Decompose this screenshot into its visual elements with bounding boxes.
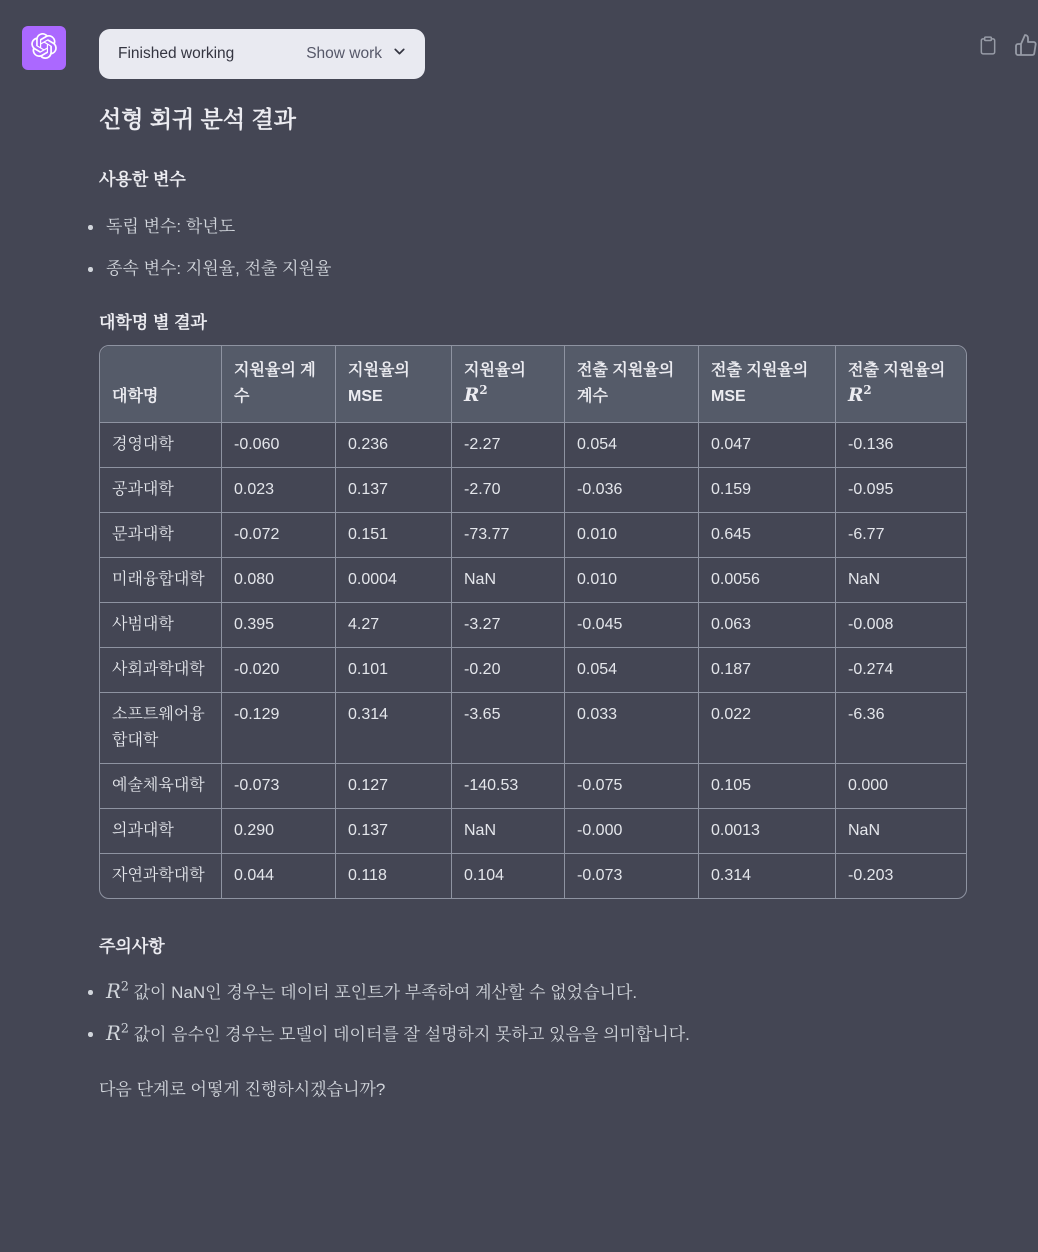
value-cell: 0.137 (336, 809, 452, 854)
row-name-cell: 문과대학 (100, 513, 222, 558)
row-name-cell: 경영대학 (100, 423, 222, 468)
column-header: 전출 지원율의 계수 (565, 346, 699, 423)
row-name-cell: 사범대학 (100, 603, 222, 648)
column-header: 전출 지원율의 $R^2$ (836, 346, 966, 423)
r-squared-math: $R^2$ (106, 1020, 129, 1045)
value-cell: -0.203 (848, 867, 894, 884)
value-cell: -3.27 (452, 603, 565, 648)
variables-list (99, 214, 965, 282)
value-cell: 0.080 (222, 558, 336, 603)
thumbs-up-icon (1014, 45, 1038, 60)
value-cell: -0.073 (565, 854, 699, 898)
column-header: 지원율의 계수 (222, 346, 336, 423)
value-cell: NaN (836, 558, 966, 603)
value-cell: 0.187 (699, 648, 836, 693)
value-cell: -0.072 (222, 513, 336, 558)
value-cell: -0.036 (565, 468, 699, 513)
r-squared-math: $R^2$ (848, 382, 872, 406)
value-cell: -140.53 (452, 764, 565, 809)
row-name-cell: 소프트웨어융합대학 (100, 693, 222, 764)
value-cell: -3.65 (452, 693, 565, 764)
closing-question: 다음 단계로 어떻게 진행하시겠습니까? (99, 1080, 386, 1099)
status-label: Finished working (118, 45, 235, 62)
row-name-cell: 공과대학 (100, 468, 222, 513)
row-name-cell: 예술체육대학 (100, 764, 222, 809)
row-name-cell: 사회과학대학 (100, 648, 222, 693)
value-cell: -0.045 (565, 603, 699, 648)
column-header: 지원율의 $R^2$ (452, 346, 565, 423)
value-cell: 0.118 (336, 854, 452, 898)
results-table-wrapper (99, 345, 965, 899)
row-name-cell: 미래융합대학 (100, 558, 222, 603)
table-row (100, 603, 966, 648)
value-cell: -6.77 (836, 513, 966, 558)
value-cell: 0.395 (222, 603, 336, 648)
value-cell: 0.033 (565, 693, 699, 764)
value-cell: 0.054 (565, 648, 699, 693)
table-row (100, 809, 966, 854)
value-cell: 0.645 (699, 513, 836, 558)
value-cell: NaN (836, 809, 966, 854)
value-cell: 0.105 (699, 764, 836, 809)
show-work-group (306, 43, 408, 65)
value-cell: -2.27 (452, 423, 565, 468)
table-row (100, 558, 966, 603)
r-squared-math: $R^2$ (106, 978, 129, 1003)
show-work-button[interactable] (99, 29, 425, 79)
value-cell: 0.000 (836, 764, 966, 809)
value-cell: -0.060 (222, 423, 336, 468)
value-cell: -73.77 (452, 513, 565, 558)
value-cell: -6.36 (836, 693, 966, 764)
table-row (100, 513, 966, 558)
openai-logo-icon (31, 33, 57, 64)
notes-heading: 주의사항 (99, 937, 165, 956)
column-header: 대학명 (100, 346, 222, 423)
table-body (100, 423, 966, 898)
list-item: $R^2$ 값이 음수인 경우는 모델이 데이터를 잘 설명하지 못하고 있음을 의미합니다. (99, 1021, 965, 1049)
value-cell: 0.010 (565, 558, 699, 603)
value-cell: 0.054 (565, 423, 699, 468)
value-cell: -2.70 (452, 468, 565, 513)
value-cell: 0.0004 (336, 558, 452, 603)
value-cell: 0.314 (699, 854, 836, 898)
value-cell: NaN (452, 809, 565, 854)
value-cell: -0.020 (222, 648, 336, 693)
assistant-message (99, 104, 965, 1103)
row-name-cell: 자연과학대학 (100, 854, 222, 898)
copy-button[interactable] (978, 34, 998, 60)
value-cell: -0.20 (452, 648, 565, 693)
table-header-row (100, 346, 966, 423)
value-cell: 0.290 (222, 809, 336, 854)
table-row (100, 423, 966, 468)
value-cell: 0.314 (336, 693, 452, 764)
clipboard-icon (978, 45, 998, 60)
value-cell: -0.095 (836, 468, 966, 513)
value-cell: 0.159 (699, 468, 836, 513)
list-item: 종속 변수: 지원율, 전출 지원율 (99, 256, 965, 282)
results-table (99, 345, 967, 899)
table-row (100, 648, 966, 693)
column-header: 지원율의 MSE (336, 346, 452, 423)
table-row (100, 854, 966, 898)
chevron-down-icon (391, 43, 408, 65)
value-cell: 0.047 (699, 423, 836, 468)
table-heading: 대학명 별 결과 (99, 313, 207, 332)
value-cell: 0.127 (336, 764, 452, 809)
value-cell: 0.0056 (699, 558, 836, 603)
column-header: 전출 지원율의 MSE (699, 346, 836, 423)
message-title: 선형 회귀 분석 결과 (99, 106, 296, 132)
value-cell: -0.136 (836, 423, 966, 468)
value-cell: -0.008 (836, 603, 966, 648)
table-row (100, 693, 966, 764)
value-cell: 0.137 (336, 468, 452, 513)
value-cell: 0.010 (565, 513, 699, 558)
list-item: 독립 변수: 학년도 (99, 214, 965, 240)
value-cell: 0.236 (336, 423, 452, 468)
thumbs-up-button[interactable] (1014, 33, 1038, 60)
value-cell: 0.022 (699, 693, 836, 764)
table-row (100, 764, 966, 809)
value-cell: 0.0013 (699, 809, 836, 854)
value-cell: -0.000 (565, 809, 699, 854)
show-work-label: Show work (306, 45, 382, 62)
value-cell: 0.104 (452, 854, 565, 898)
row-name-cell: 의과대학 (100, 809, 222, 854)
value-cell: 0.151 (336, 513, 452, 558)
value-cell: 0.044 (222, 854, 336, 898)
value-cell: -0.075 (565, 764, 699, 809)
value-cell: 0.101 (336, 648, 452, 693)
list-item: $R^2$ 값이 NaN인 경우는 데이터 포인트가 부족하여 계산할 수 없었습니다. (99, 979, 965, 1007)
value-cell: NaN (452, 558, 565, 603)
value-cell: 0.063 (699, 603, 836, 648)
value-cell: -0.073 (222, 764, 336, 809)
value-cell: 4.27 (336, 603, 452, 648)
value-cell: 0.023 (222, 468, 336, 513)
value-cell: -0.274 (836, 648, 966, 693)
r-squared-math: $R^2$ (464, 382, 488, 406)
assistant-avatar (22, 26, 66, 70)
variables-heading: 사용한 변수 (99, 170, 186, 189)
notes-list (99, 979, 965, 1049)
value-cell: -0.129 (222, 693, 336, 764)
table-row (100, 468, 966, 513)
